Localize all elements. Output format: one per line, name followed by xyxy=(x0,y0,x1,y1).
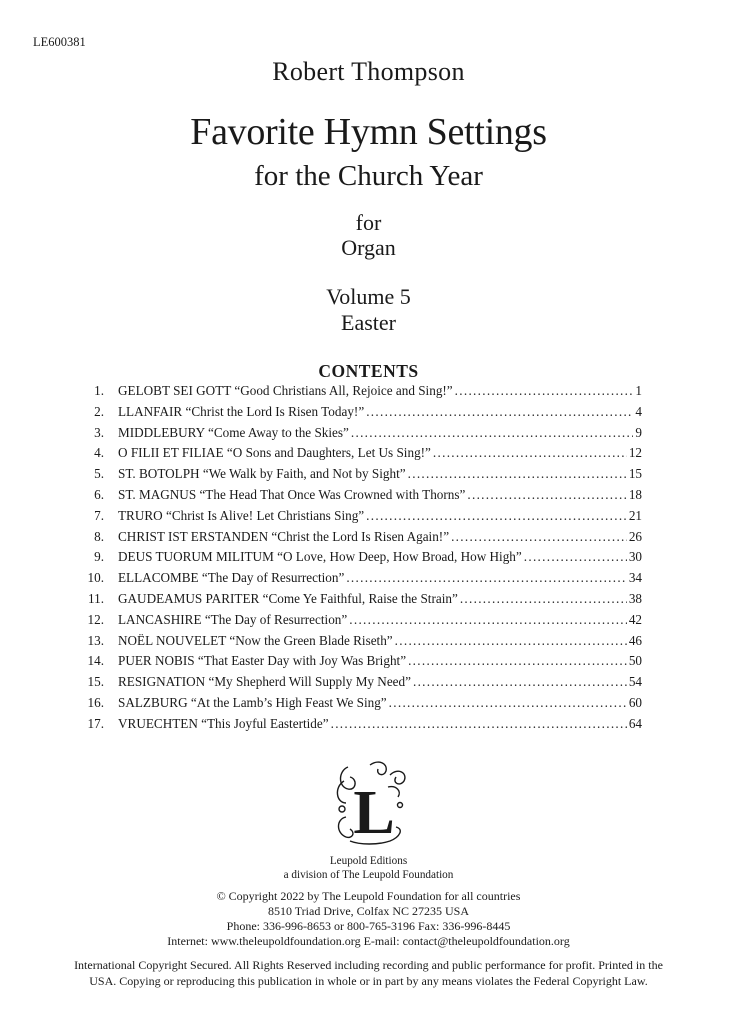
composer-name: Robert Thompson xyxy=(272,57,465,86)
contents-item xyxy=(72,487,642,508)
item-number: 4. xyxy=(94,445,104,461)
contents-item xyxy=(72,404,642,425)
item-title: ELLACOMBE “The Day of Resurrection” xyxy=(118,570,345,586)
dot-leader xyxy=(346,570,626,586)
contents-item xyxy=(72,653,642,674)
dot-leader xyxy=(467,487,626,503)
item-page: 38 xyxy=(628,590,642,606)
item-number: 13. xyxy=(87,632,104,648)
item-page: 21 xyxy=(628,507,642,523)
item-number: 5. xyxy=(94,466,104,482)
catalog-code: LE600381 xyxy=(33,35,86,49)
dot-leader xyxy=(408,653,627,669)
item-title: GAUDEAMUS PARITER “Come Ye Faithful, Raise the Strain” xyxy=(118,590,458,606)
item-page: 50 xyxy=(628,653,642,669)
dot-leader xyxy=(389,695,627,711)
contents-item xyxy=(72,383,642,404)
item-number: 17. xyxy=(87,715,104,731)
dot-leader xyxy=(408,466,627,482)
item-title: ST. MAGNUS “The Head That Once Was Crowned with Thorns” xyxy=(118,486,466,502)
for-label: for xyxy=(355,210,382,235)
item-title: CHRIST IST ERSTANDEN “Christ the Lord Is Risen Again!” xyxy=(118,528,450,544)
item-number: 3. xyxy=(94,424,104,440)
item-title: RESIGNATION “My Shepherd Will Supply My Need” xyxy=(118,674,411,690)
publisher-division: a division of The Leupold Foundation xyxy=(283,869,454,881)
phone-line: Phone: 336-996-8653 or 800-765-3196 Fax: 336-996-8445 xyxy=(226,919,511,933)
item-title: DEUS TUORUM MILITUM “O Love, How Deep, How Broad, How High” xyxy=(118,549,522,565)
dot-leader xyxy=(331,716,627,732)
logo-letter: L xyxy=(353,779,395,847)
item-page: 26 xyxy=(628,528,642,544)
volume-label: Volume 5 xyxy=(326,284,411,309)
dot-leader xyxy=(524,549,627,565)
dot-leader xyxy=(460,591,627,607)
contents-item xyxy=(72,695,642,716)
copyright-block xyxy=(0,889,737,949)
item-title: LLANFAIR “Christ the Lord Is Risen Today!” xyxy=(118,403,365,419)
web-email-line: Internet: www.theleupoldfoundation.org E-mail: contact@theleupoldfoundation.org xyxy=(167,934,570,948)
ornamental-L-monogram-icon xyxy=(330,757,412,847)
contents-item xyxy=(72,612,642,633)
item-number: 14. xyxy=(87,653,104,669)
contents-item xyxy=(72,445,642,466)
item-title: MIDDLEBURY “Come Away to the Skies” xyxy=(118,424,349,440)
contents-item xyxy=(72,508,642,529)
collection-subtitle: for the Church Year xyxy=(254,160,483,192)
contents-item xyxy=(72,425,642,446)
publisher-name: Leupold Editions xyxy=(329,855,408,867)
item-page: 46 xyxy=(628,632,642,648)
item-number: 10. xyxy=(87,570,104,586)
contents-item xyxy=(72,633,642,654)
dot-leader xyxy=(455,383,634,399)
contents-item xyxy=(72,549,642,570)
address-line: 8510 Triad Drive, Colfax NC 27235 USA xyxy=(267,904,469,918)
instrument: Organ xyxy=(341,235,396,260)
dot-leader xyxy=(413,674,627,690)
season-label: Easter xyxy=(341,310,396,335)
contents-item xyxy=(72,674,642,695)
contents-item xyxy=(72,716,642,737)
item-number: 15. xyxy=(87,674,104,690)
item-number: 9. xyxy=(94,549,104,565)
item-page: 34 xyxy=(628,570,642,586)
item-page: 42 xyxy=(628,611,642,627)
contents-item xyxy=(72,570,642,591)
item-title: GELOBT SEI GOTT “Good Christians All, Rejoice and Sing!” xyxy=(118,383,453,398)
item-number: 1. xyxy=(94,383,104,398)
dot-leader xyxy=(366,404,633,420)
dot-leader xyxy=(433,445,627,461)
dot-leader xyxy=(349,612,627,628)
copyright-line: © Copyright 2022 by The Leupold Foundation for all countries xyxy=(216,889,521,903)
item-title: TRURO “Christ Is Alive! Let Christians Sing” xyxy=(118,507,365,523)
item-title: ST. BOTOLPH “We Walk by Faith, and Not by Sight” xyxy=(118,466,406,482)
legal-notice: International Copyright Secured. All Rights Reserved including recording and public performance for profit. Printed in the USA. Copying or reproducing this publication in whole or in part by any means violates the Federal Copyright Law. xyxy=(74,958,663,988)
item-title: SALZBURG “At the Lamb’s High Feast We Sing” xyxy=(118,694,387,710)
item-page: 64 xyxy=(628,715,642,731)
item-title: PUER NOBIS “That Easter Day with Joy Was Bright” xyxy=(118,653,407,669)
item-page: 15 xyxy=(628,466,642,482)
contents-item xyxy=(72,466,642,487)
item-number: 7. xyxy=(94,507,104,523)
item-page: 1 xyxy=(635,383,642,398)
item-page: 4 xyxy=(635,403,642,419)
item-title: O FILII ET FILIAE “O Sons and Daughters, Let Us Sing!” xyxy=(118,445,431,461)
item-number: 8. xyxy=(94,528,104,544)
item-page: 12 xyxy=(628,445,642,461)
contents-list xyxy=(72,383,642,737)
collection-title: Favorite Hymn Settings xyxy=(190,111,547,153)
item-page: 60 xyxy=(628,694,642,710)
dot-leader xyxy=(451,529,627,545)
item-number: 12. xyxy=(87,611,104,627)
item-page: 30 xyxy=(628,549,642,565)
item-page: 18 xyxy=(628,486,642,502)
item-title: NOËL NOUVELET “Now the Green Blade Riseth” xyxy=(118,632,393,648)
item-number: 6. xyxy=(94,486,104,502)
contents-item xyxy=(72,591,642,612)
contents-item xyxy=(72,529,642,550)
item-page: 54 xyxy=(628,674,642,690)
item-number: 2. xyxy=(94,403,104,419)
item-number: 16. xyxy=(87,694,104,710)
dot-leader xyxy=(351,425,634,441)
item-number: 11. xyxy=(88,590,104,606)
item-title: LANCASHIRE “The Day of Resurrection” xyxy=(118,611,348,627)
dot-leader xyxy=(395,633,627,649)
item-page: 9 xyxy=(635,424,642,440)
item-title: VRUECHTEN “This Joyful Eastertide” xyxy=(118,715,329,731)
contents-heading: CONTENTS xyxy=(318,361,419,381)
dot-leader xyxy=(366,508,627,524)
